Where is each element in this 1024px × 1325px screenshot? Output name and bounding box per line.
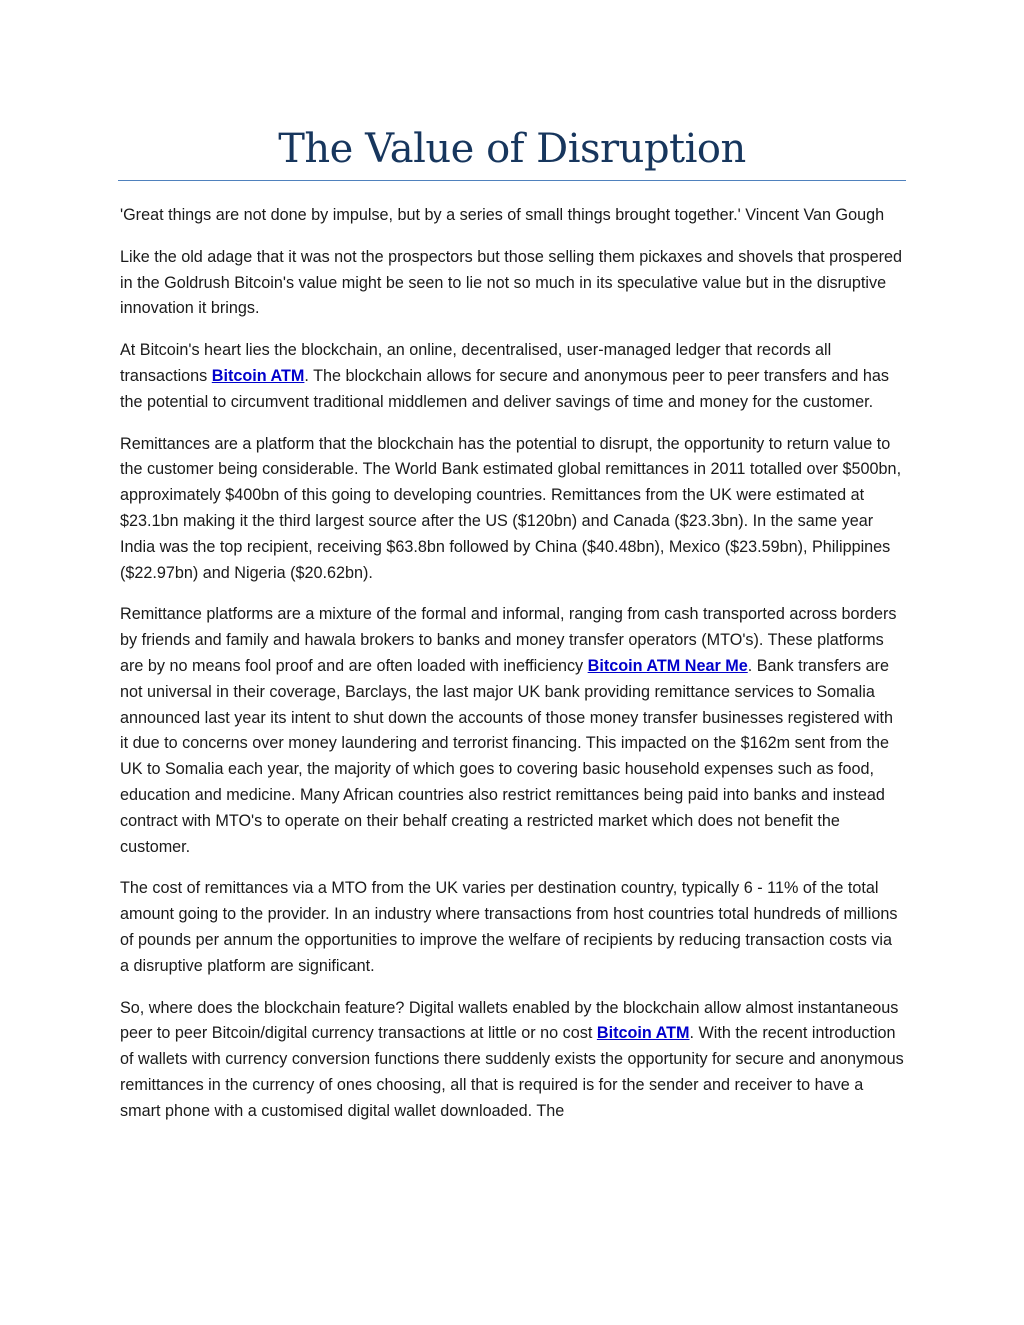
paragraph-text: . With the recent introduction of wallets with currency conversion functions there suddenly exists the opportunity for secure and anonymous remittances in the currency of ones choosing, all that is required is for the sender and receiver to have a smart phone with a customised digital wallet downloaded. The xyxy=(120,1024,904,1120)
paragraph-text: . The blockchain allows for secure and anonymous peer to peer transfers and has the potential to circumvent traditional middlemen and deliver savings of time and money for the customer. xyxy=(120,366,889,411)
bitcoin-atm-link[interactable]: Bitcoin ATM Near Me xyxy=(587,656,748,675)
document-body xyxy=(120,203,904,1141)
paragraph xyxy=(120,338,904,415)
paragraph-text: Remittance platforms are a mixture of the formal and informal, ranging from cash transported across borders by friends and family and hawala brokers to banks and money transfer operators (MTO's). These platforms are by no means fool proof and are often loaded with inefficiency xyxy=(120,605,897,675)
paragraph xyxy=(120,432,904,587)
paragraph xyxy=(120,876,904,979)
page-title: The Value of Disruption xyxy=(278,126,746,172)
paragraph-text: The cost of remittances via a MTO from the UK varies per destination country, typically 6 - 11% of the total amount going to the provider. In an industry where transactions from host countries total hundreds of millions of pounds per annum the opportunities to improve the welfare of recipients by reducing transaction costs via a disruptive platform are significant. xyxy=(120,879,898,975)
paragraph-text: At Bitcoin's heart lies the blockchain, an online, decentralised, user-managed ledger that records all transactions xyxy=(120,341,832,385)
paragraph-text: . Bank transfers are not universal in their coverage, Barclays, the last major UK bank providing remittance services to Somalia announced last year its intent to shut down the accounts of those money transfer businesses registered with it due to concerns over money laundering and terrorist financing. This impacted on the $162m sent from the UK to Somalia each year, the majority of which goes to covering basic household expenses such as food, education and medicine. Many African countries also restrict remittances being paid into banks and instead contract with MTO's to operate on their behalf creating a restricted market which does not benefit the customer. xyxy=(120,656,893,856)
title-block xyxy=(118,124,906,181)
paragraph xyxy=(120,245,904,322)
paragraph xyxy=(120,996,904,1125)
paragraph-text: So, where does the blockchain feature? Digital wallets enabled by the blockchain allow almost instantaneous peer to peer Bitcoin/digital currency transactions at little or no cost xyxy=(120,998,899,1043)
bitcoin-atm-link[interactable]: Bitcoin ATM xyxy=(596,1024,690,1043)
bitcoin-atm-link[interactable]: Bitcoin ATM xyxy=(211,366,305,385)
paragraph-text: Remittances are a platform that the blockchain has the potential to disrupt, the opportunity to return value to the customer being considerable. The World Bank estimated global remittances in 2011 totalled over $500bn, approximately $400bn of this going to developing countries. Remittances from the UK were estimated at $23.1bn making it the third largest source after the US ($120bn) and Canada ($23.3bn). In the same year India was the top recipient, receiving $63.8bn followed by China ($40.48bn), Mexico ($23.59bn), Philippines ($22.97bn) and Nigeria ($20.62bn). xyxy=(120,434,902,582)
paragraph xyxy=(120,203,904,229)
paragraph-text: 'Great things are not done by impulse, but by a series of small things brought together.' Vincent Van Gough xyxy=(120,206,885,224)
paragraph-text: Like the old adage that it was not the prospectors but those selling them pickaxes and shovels that prospered in the Goldrush Bitcoin's value might be seen to lie not so much in its speculative value but in the disruptive innovation it brings. xyxy=(120,247,902,318)
paragraph xyxy=(120,602,904,860)
